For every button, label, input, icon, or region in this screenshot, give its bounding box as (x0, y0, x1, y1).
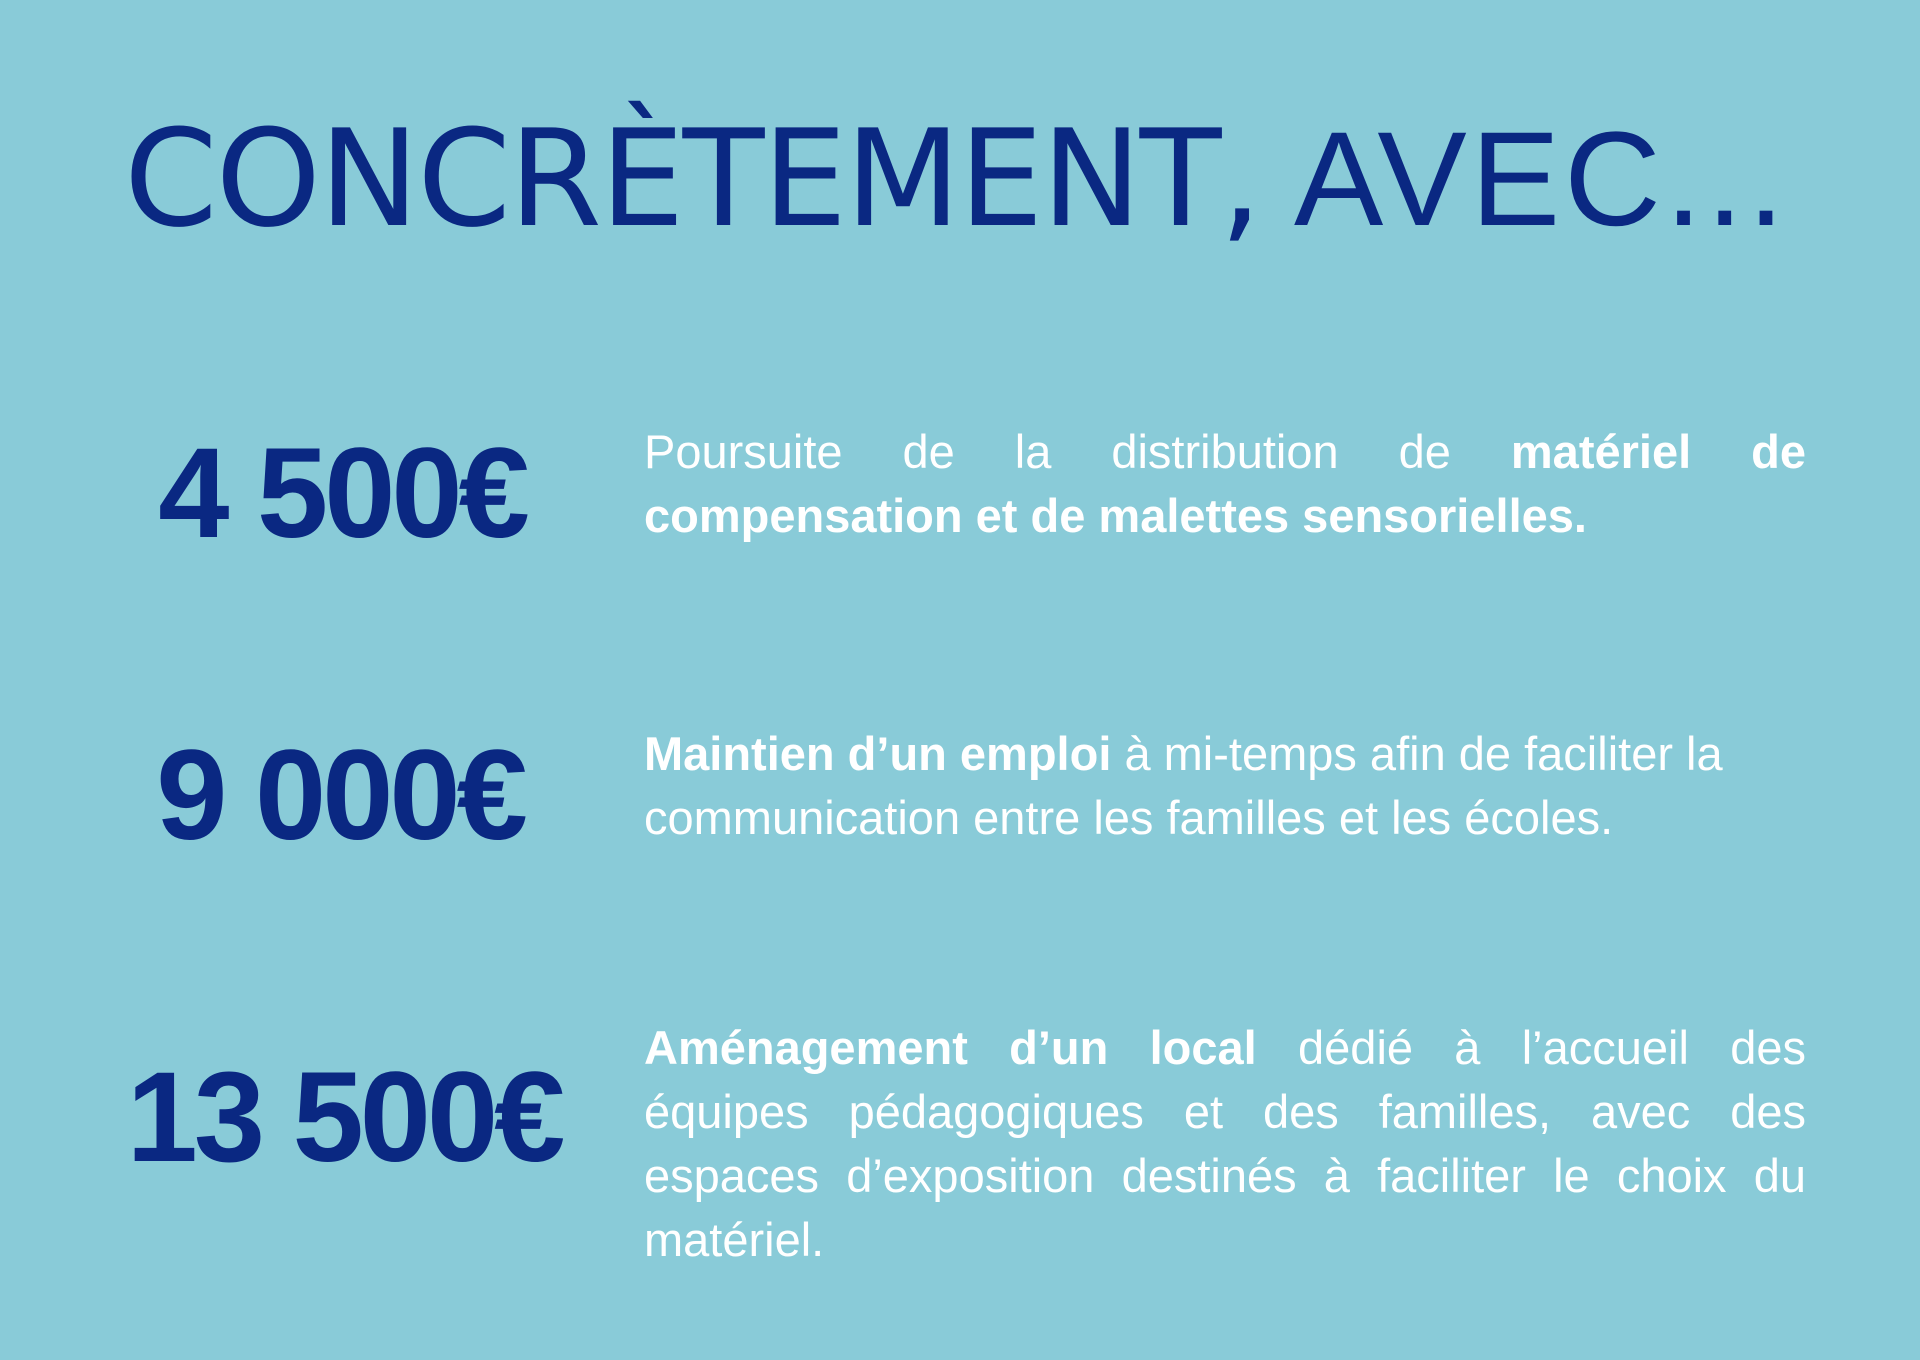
description-2-bold: Maintien d’un emploi (644, 727, 1112, 780)
description-3-text: dédié à l’accueil des équipes pédagogiques et des familles, avec des espaces d’exposition destinés à faciliter le choix du matériel. (644, 1021, 1806, 1266)
amount-9000: 9 000€ (156, 724, 524, 867)
description-2 (644, 722, 1806, 850)
description-3 (644, 1016, 1806, 1272)
amount-4500: 4 500€ (158, 422, 526, 565)
description-1-text: Poursuite de la distribution de (644, 425, 1511, 478)
title-strong: CONCRÈTEMENT, (124, 101, 1261, 257)
description-3-bold: Aménagement d’un local (644, 1021, 1257, 1074)
description-1-bold: matériel de compensation et de malettes sensorielles. (644, 425, 1806, 542)
amount-13500: 13 500€ (126, 1046, 562, 1189)
description-1 (644, 420, 1806, 548)
description-2-text: à mi-temps afin de faciliter la communication entre les familles et les écoles. (644, 727, 1723, 844)
page-title (124, 101, 1789, 257)
title-light: AVEC... (1260, 105, 1789, 254)
